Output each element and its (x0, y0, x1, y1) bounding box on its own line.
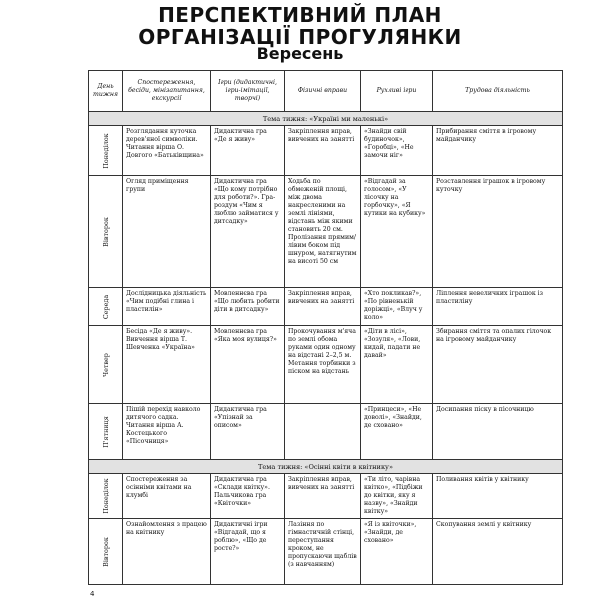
table-cell: Дидактична гра «Упізнай за описом» (211, 404, 285, 460)
table-cell: Дослідницька діяльність «Чим подібні глина і пластилін» (123, 288, 211, 326)
table-cell: Розглядання куточка дерев'яної символіки. Читання вірша О. Довгого «Батьківщина» (123, 126, 211, 176)
table-cell: «Діти в лісі», «Зозуля», «Лови, кидай, падати не давай» (361, 326, 433, 404)
header-active-games: Рухливі ігри (361, 71, 433, 112)
theme-2: Тема тижня: «Осінні квіти в квітнику» (89, 460, 563, 474)
table-cell: Огляд приміщення групи (123, 176, 211, 288)
table-cell: Прибирання сміття в ігровому майданчику (433, 126, 563, 176)
table-cell: Дидактичні ігри «Відгадай, що я роблю», «Що де росте?» (211, 519, 285, 585)
theme-1: Тема тижня: «Україні ми маленькі» (89, 112, 563, 126)
table-cell: Бесіда «Де я живу». Вивчення вірша Т. Шевченка «Україна» (123, 326, 211, 404)
table-cell: Ліплення невеличких іграшок із пластиліну (433, 288, 563, 326)
table-cell: Досипання піску в пісочницю (433, 404, 563, 460)
theme-row-2 (89, 460, 563, 474)
table-cell: Дидактична гра «Склади квітку». Пальчикова гра «Квіточки» (211, 474, 285, 519)
table-row (89, 126, 563, 176)
table-row (89, 288, 563, 326)
title-line-1: ПЕРСПЕКТИВНИЙ ПЛАН (158, 3, 442, 27)
day-cell: Четвер (101, 352, 110, 377)
day-cell: Середа (101, 294, 110, 319)
table-cell (285, 404, 361, 460)
day-cell: Понеділок (101, 478, 110, 514)
plan-table (88, 70, 563, 585)
table-row (89, 519, 563, 585)
day-cell: Вівторок (101, 536, 110, 567)
table-cell: «Ти літо, чарівна квітко», «Підбіжи до квітки, яку я назву», «Знайди квітку» (361, 474, 433, 519)
table-cell: Дидактична гра «Де я живу» (211, 126, 285, 176)
header-work: Трудова діяльність (433, 71, 563, 112)
day-cell: П'ятниця (101, 415, 110, 448)
table-cell: Поливання квітів у квітнику (433, 474, 563, 519)
table-cell: «Хто покликав?», «По рівненькій доріжці», «Влуч у коло» (361, 288, 433, 326)
table-cell: Ознайомлення з працею на квітнику (123, 519, 211, 585)
table-cell: Прокочування м'яча по землі обома руками один одному на відстані 2–2,5 м. Метання торбинки з піском на відстань (285, 326, 361, 404)
month-heading: Вересень (256, 44, 344, 63)
table-cell: «Відгадай за голосом», «У лісочку на горбочку», «Я кутики на кубику» (361, 176, 433, 288)
header-day: День тижня (89, 71, 123, 112)
table-cell: Закріплення вправ, вивчених на занятті (285, 288, 361, 326)
table-cell: Закріплення вправ, вивчених на занятті (285, 126, 361, 176)
table-cell: Дидактична гра «Що кому потрібно для роботи?». Гра-роздум «Чим я люблю займатися у дитсадку» (211, 176, 285, 288)
page-number: 4 (90, 590, 95, 598)
theme-row-1 (89, 112, 563, 126)
table-cell: Мовленнєва гра «Яка моя вулиця?» (211, 326, 285, 404)
table-cell: «Знайди свій будиночок», «Горобці», «Не замочи ніг» (361, 126, 433, 176)
header-games: Ігри (дидактичні, ігри-імітації, творчі) (211, 71, 285, 112)
table-cell: «Я із квіточки», «Знайди, де сховано» (361, 519, 433, 585)
header-exercises: Фізичні вправи (285, 71, 361, 112)
table-cell: «Принцеси», «Не доволі», «Знайди, де сховано» (361, 404, 433, 460)
day-cell: Понеділок (101, 132, 110, 169)
table-row (89, 176, 563, 288)
header-observations: Спостереження, бесіди, мінізапитання, екскурсії (123, 71, 211, 112)
table-cell: Ходьба по обмеженій площі, між двома накресленими на землі лініями, відстань між якими становить 20 см. Пролізання прямим/лівим боком під шнуром, натягнутим на висоті 50 см (285, 176, 361, 288)
table-cell: Пішій перехід навколо дитячого садка. Читання вірша А. Костецького «Пісочниця» (123, 404, 211, 460)
table-cell: Збирання сміття та опалих гілочок на ігровому майданчику (433, 326, 563, 404)
page-title (0, 4, 600, 48)
table-cell: Спостереження за осінніми квітами на клумбі (123, 474, 211, 519)
table-cell: Скопування землі у квітнику (433, 519, 563, 585)
table-cell: Мовленнєва гра «Що любить робити діти в дитсадку» (211, 288, 285, 326)
title-line-2: ОРГАНІЗАЦІЇ ПРОГУЛЯНКИ (138, 25, 462, 49)
table-cell: Закріплення вправ, вивчених на занятті (285, 474, 361, 519)
table-row (89, 326, 563, 404)
table-row (89, 474, 563, 519)
table-cell: Лазіння по гімнастичній стінці, переступання кроком, не пропускаючи щаблів (з навчанням) (285, 519, 361, 585)
table-row (89, 404, 563, 460)
day-cell: Вівторок (101, 216, 110, 247)
header-row (89, 71, 563, 112)
table-cell: Розставлення іграшок в ігровому куточку (433, 176, 563, 288)
